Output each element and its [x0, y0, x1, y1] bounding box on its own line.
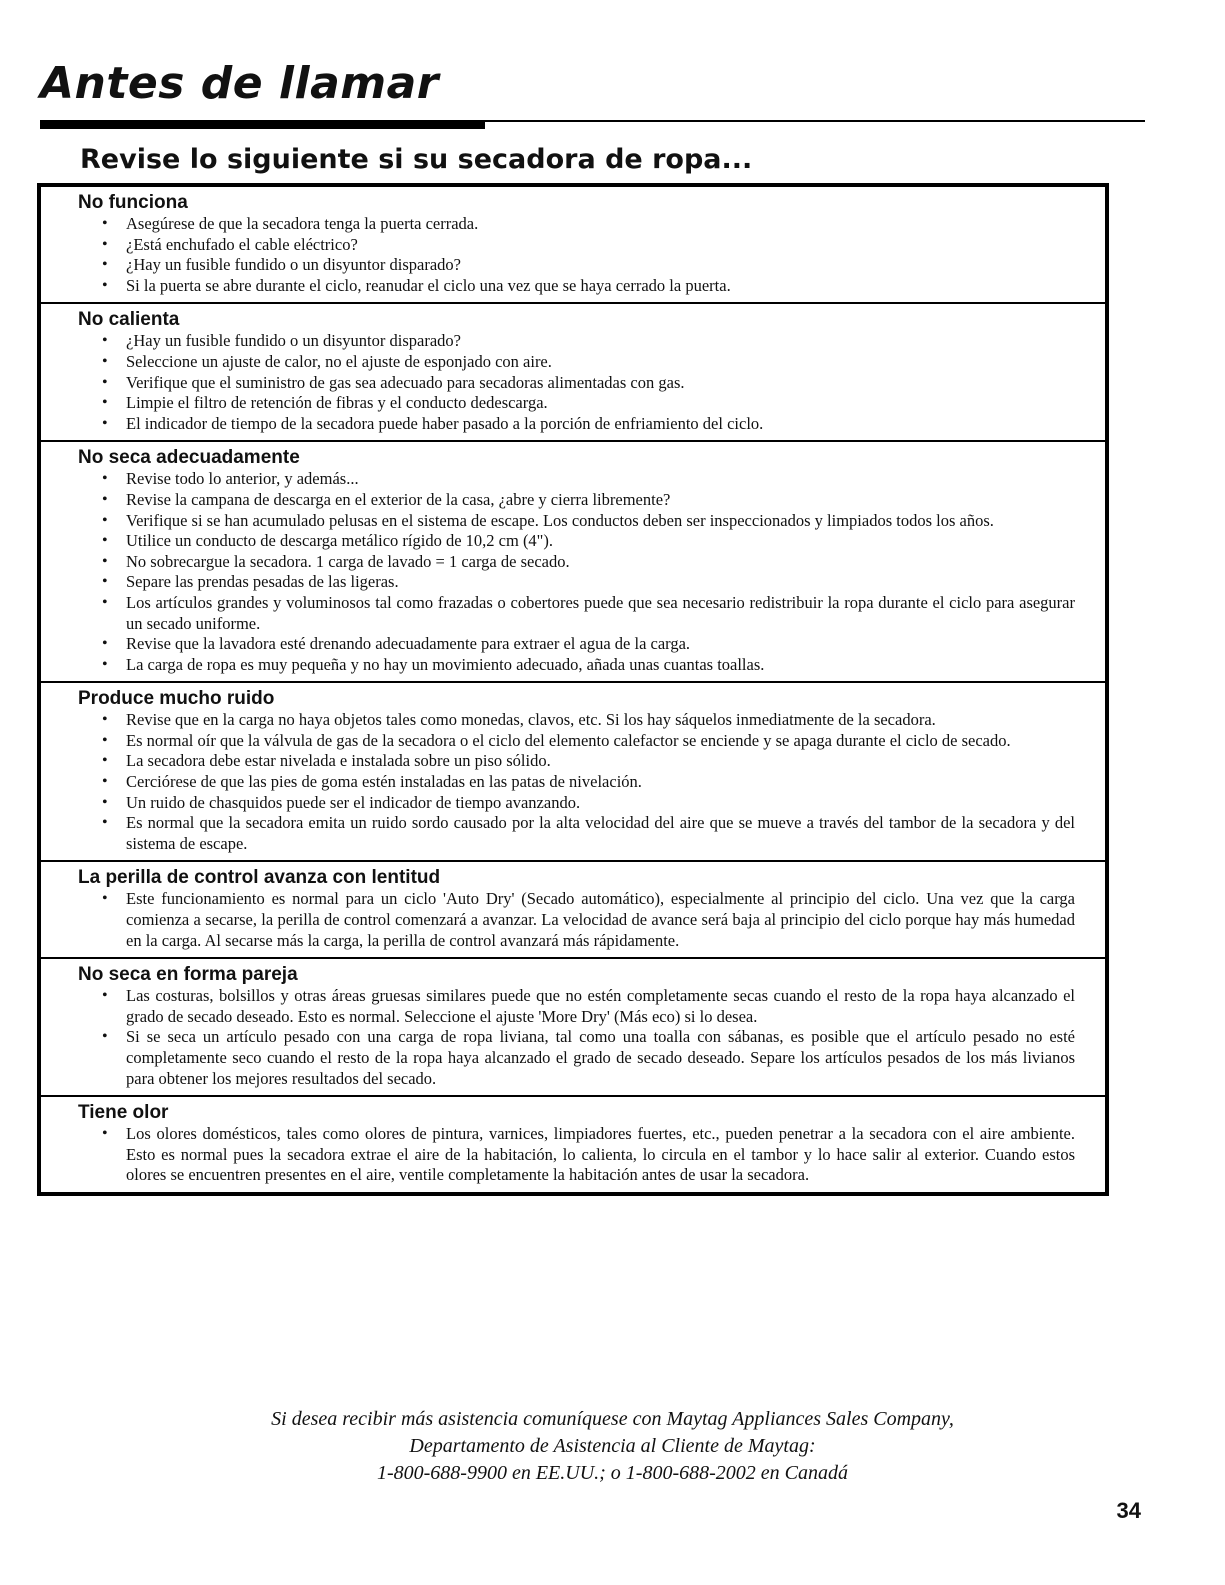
bullet-list [78, 889, 1075, 951]
section-perilla-lentitud [41, 860, 1105, 957]
list-item: • Limpie el filtro de retención de fibras y el conducto dedescarga. [78, 393, 1075, 414]
section-no-seca-pareja [41, 957, 1105, 1095]
list-item: • Los olores domésticos, tales como olores de pintura, varnices, limpiadores fuertes, etc., pueden penetrar a la secadora con el aire ambiente. Esto es normal pues la secadora extrae el aire de la habitación, lo calienta, lo circula en el tambor y lo hace salir al exterior. Cuando estos olores se encuentren presentes en el aire, ventile completamente la habitación antes de usar la secadora. [78, 1124, 1075, 1186]
section-no-seca-adecuadamente [41, 440, 1105, 681]
list-item: • Las costuras, bolsillos y otras áreas gruesas similares puede que no estén completamente secas cuando el resto de la ropa haya alcanzado el grado de secado deseado. Esto es normal. Seleccione el ajuste 'More Dry' (Más eco) si lo desea. [78, 986, 1075, 1027]
list-item: • La secadora debe estar nivelada e instalada sobre un piso sólido. [78, 751, 1075, 772]
list-item: • Seleccione un ajuste de calor, no el ajuste de esponjado con aire. [78, 352, 1075, 373]
section-heading: No calienta [78, 309, 180, 331]
list-item: • Si se seca un artículo pesado con una carga de ropa liviana, tal como una toalla con sábanas, es posible que el artículo pesado no esté completamente seco cuando el resto de la ropa haya alcanzado el grado de secado deseado. Separe los artículos pesados de los más livianos para obtener los mejores resultados del secado. [78, 1027, 1075, 1089]
list-item: • El indicador de tiempo de la secadora puede haber pasado a la porción de enfriamiento del ciclo. [78, 414, 1075, 435]
list-item: • ¿Hay un fusible fundido o un disyuntor disparado? [78, 255, 1075, 276]
section-heading: No seca adecuadamente [78, 447, 300, 469]
assistance-footer [0, 1406, 1225, 1487]
section-heading: Produce mucho ruido [78, 688, 275, 710]
bullet-list [78, 710, 1075, 854]
footer-phone-line: 1-800-688-9900 en EE.UU.; o 1-800-688-2002 en Canadá [376, 1462, 849, 1484]
list-item: • Los artículos grandes y voluminosos tal como frazadas o cobertores puede que sea necesario redistribuir la ropa durante el ciclo para asegurar un secado uniforme. [78, 593, 1075, 634]
bullet-list [78, 214, 1075, 296]
bullet-list [78, 331, 1075, 434]
list-item: • Este funcionamiento es normal para un ciclo 'Auto Dry' (Secado automático), especialmente al principio del ciclo. Una vez que la carga comienza a secarse, la perilla de control comenzará a avanzar. La velocidad de avance será baja al principio del ciclo porque hay más humedad en la carga. Al secarse más la carga, la perilla de control avanzará más rápidamente. [78, 889, 1075, 951]
bullet-list [78, 986, 1075, 1089]
list-item: • ¿Está enchufado el cable eléctrico? [78, 235, 1075, 256]
title-rule-thick [40, 120, 485, 129]
section-heading: La perilla de control avanza con lentitud [78, 867, 441, 889]
section-heading: Tiene olor [78, 1102, 169, 1124]
list-item: • Es normal que la secadora emita un ruido sordo causado por la alta velocidad del aire que se mueve a través del tambor de la secadora y del sistema de escape. [78, 813, 1075, 854]
section-no-calienta [41, 302, 1105, 440]
list-item: • Revise que la lavadora esté drenando adecuadamente para extraer el agua de la carga. [78, 634, 1075, 655]
page-subtitle: Revise lo siguiente si su secadora de ropa... [80, 144, 753, 175]
page-title: Antes de llamar [40, 58, 440, 109]
list-item: • Verifique si se han acumulado pelusas en el sistema de escape. Los conductos deben ser inspeccionados y limpiados todos los años. [78, 511, 1075, 532]
list-item: • Revise la campana de descarga en el exterior de la casa, ¿abre y cierra libremente? [78, 490, 1075, 511]
bullet-list [78, 469, 1075, 675]
footer-line: Si desea recibir más asistencia comuníquese con Maytag Appliances Sales Company, [271, 1408, 954, 1430]
list-item: • Asegúrese de que la secadora tenga la puerta cerrada. [78, 214, 1075, 235]
page-number: 34 [1116, 1498, 1141, 1523]
list-item: • Separe las prendas pesadas de las ligeras. [78, 572, 1075, 593]
list-item: • Cerciórese de que las pies de goma estén instaladas en las patas de nivelación. [78, 772, 1075, 793]
list-item: • Si la puerta se abre durante el ciclo, reanudar el ciclo una vez que se haya cerrado la puerta. [78, 276, 1075, 297]
section-heading: No seca en forma pareja [78, 964, 298, 986]
section-heading: No funciona [78, 192, 188, 213]
list-item: • Verifique que el suministro de gas sea adecuado para secadoras alimentadas con gas. [78, 373, 1075, 394]
bullet-list [78, 1124, 1075, 1186]
title-rule-thin [485, 120, 1145, 122]
section-no-funciona [41, 187, 1105, 302]
list-item: • Revise que en la carga no haya objetos tales como monedas, clavos, etc. Si los hay sáquelos inmediatmente de la secadora. [78, 710, 1075, 731]
list-item: • No sobrecargue la secadora. 1 carga de lavado = 1 carga de secado. [78, 552, 1075, 573]
list-item: • La carga de ropa es muy pequeña y no hay un movimiento adecuado, añada unas cuantas toallas. [78, 655, 1075, 676]
list-item: • Utilice un conducto de descarga metálico rígido de 10,2 cm (4"). [78, 531, 1075, 552]
list-item: • Un ruido de chasquidos puede ser el indicador de tiempo avanzando. [78, 793, 1075, 814]
section-produce-mucho-ruido [41, 681, 1105, 860]
footer-line: Departamento de Asistencia al Cliente de Maytag: [409, 1435, 816, 1457]
list-item: • Es normal oír que la válvula de gas de la secadora o el ciclo del elemento calefactor se enciende y se apaga durante el ciclo de secado. [78, 731, 1075, 752]
list-item: • ¿Hay un fusible fundido o un disyuntor disparado? [78, 331, 1075, 352]
troubleshooting-box [37, 183, 1109, 1196]
list-item: • Revise todo lo anterior, y además... [78, 469, 1075, 490]
section-tiene-olor [41, 1095, 1105, 1192]
